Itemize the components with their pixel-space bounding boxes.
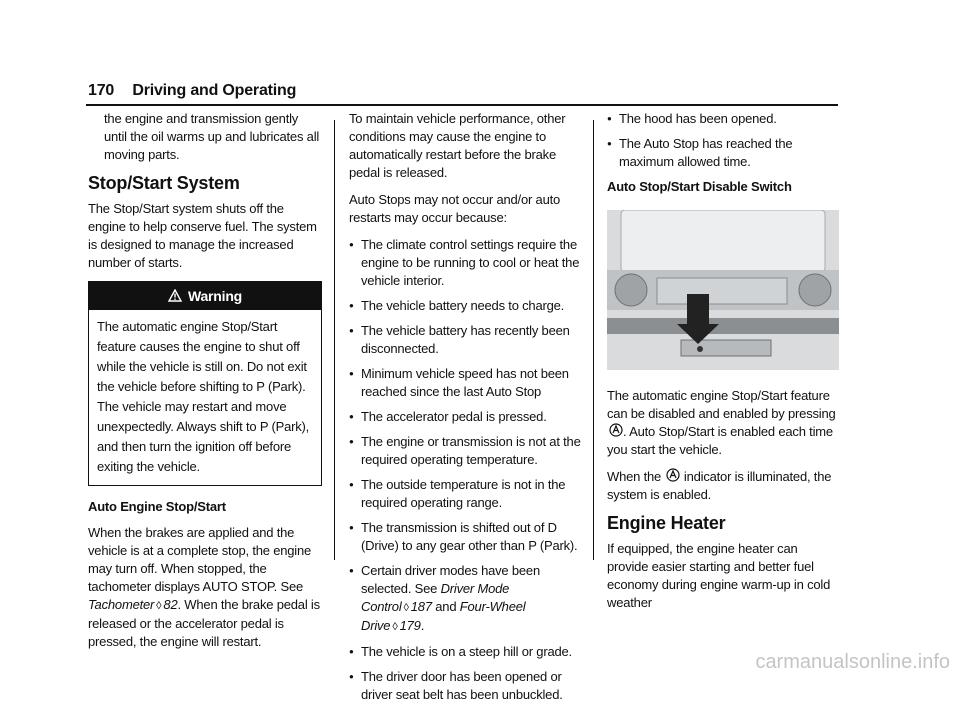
- warning-header: [89, 282, 321, 310]
- header-rule: [86, 104, 838, 106]
- four-wheel-drive-link[interactable]: Four-Wheel Drive: [361, 599, 526, 633]
- stop-start-para: The Stop/Start system shuts off the engine to help conserve fuel. The system is designed to manage the increased number of starts.: [88, 201, 317, 270]
- column-1: [88, 110, 322, 660]
- auto-stops-para: Auto Stops may not occur and/or auto restarts may occur because:: [349, 192, 561, 225]
- page-ref-icon: ◊: [403, 602, 409, 614]
- list-item: ● The vehicle battery needs to charge.: [349, 297, 581, 315]
- indicator-para: When the indicator is illuminated, the system is enabled.: [607, 469, 832, 502]
- column-divider-1: [334, 120, 335, 560]
- driver-mode-control-link[interactable]: Driver Mode Control: [361, 581, 510, 614]
- stop-start-heading: Stop/Start System: [88, 173, 240, 193]
- footer-watermark: carmanualsonline.info: [755, 651, 950, 673]
- warning-body: The automatic engine Stop/Start feature causes the engine to shut off while the vehicle is still on. Do not exit the vehicle before shifting to P (Park). The vehicle may restart and move unexpectedly. Always shift to P (Park), and then turn the ignition off before exiting the vehicle.: [97, 319, 310, 474]
- list-item: ● The hood has been opened.: [607, 110, 839, 128]
- column-divider-2: [593, 120, 594, 560]
- auto-stop-para: When the brakes are applied and the vehicle is at a complete stop, the engine may turn off. When stopped, the tachometer displays AUTO STOP. See Tachometer ◊ 82. When the brake pedal is released or the accelerator pedal is pressed, the engine will restart.: [88, 525, 320, 649]
- intro-text: the engine and transmission gently until the oil warms up and lubricates all moving parts.: [104, 111, 320, 162]
- four-wheel-drive-page-ref[interactable]: 179: [399, 618, 421, 633]
- list-item: ● The vehicle is on a steep hill or grade.: [349, 643, 581, 661]
- disable-switch-heading: Auto Stop/Start Disable Switch: [607, 179, 792, 194]
- list-item: ● Minimum vehicle speed has not been reached since the last Auto Stop: [349, 365, 581, 401]
- list-item: ● Certain driver modes have been selected. See Driver Mode Control ◊ 187 and Four-Wheel Drive ◊ 179.: [349, 562, 581, 636]
- engine-heater-para: If equipped, the engine heater can provide easier starting and better fuel economy during engine warm-up in cold weather: [607, 541, 831, 610]
- dashboard-switch-figure: [607, 210, 839, 370]
- warning-title: Warning: [187, 288, 243, 304]
- engine-heater-heading: Engine Heater: [607, 513, 726, 533]
- disable-switch-para: The automatic engine Stop/Start feature can be disabled and enabled by pressing . Auto Stop/Start is enabled each time you start the vehicle.: [607, 388, 836, 457]
- page-header: [88, 82, 296, 100]
- auto-stop-icon: [666, 468, 680, 482]
- warning-box: [88, 281, 322, 486]
- list-item: ● The vehicle battery has recently been disconnected.: [349, 322, 581, 358]
- tachometer-page-ref[interactable]: 82: [163, 597, 178, 612]
- auto-stop-conditions-list: [349, 236, 581, 704]
- warning-triangle-icon: [168, 289, 182, 302]
- list-item: ● The transmission is shifted out of D (Drive) to any gear other than P (Park).: [349, 519, 581, 555]
- list-item: ● The driver door has been opened or driver seat belt has been unbuckled.: [349, 668, 581, 704]
- auto-engine-stop-start-heading: Auto Engine Stop/Start: [88, 499, 226, 514]
- section-title: Driving and Operating: [132, 82, 297, 99]
- list-item: ● The engine or transmission is not at the required operating temperature.: [349, 433, 581, 469]
- list-item: ● The outside temperature is not in the required operating range.: [349, 476, 581, 512]
- list-item: ● The accelerator pedal is pressed.: [349, 408, 581, 426]
- column-3: [607, 110, 839, 621]
- page-ref-icon: ◊: [156, 600, 162, 612]
- page-number: 170: [88, 82, 115, 99]
- auto-stop-conditions-list-cont: [607, 110, 839, 171]
- list-item: ● The climate control settings require the engine to be running to cool or heat the vehicle interior.: [349, 236, 581, 290]
- driver-mode-page-ref[interactable]: 187: [410, 599, 432, 614]
- tachometer-link[interactable]: Tachometer: [88, 597, 155, 612]
- page-ref-icon: ◊: [392, 621, 398, 633]
- list-item: ● The Auto Stop has reached the maximum allowed time.: [607, 135, 839, 171]
- auto-stop-icon: [609, 423, 623, 437]
- maintain-performance-para: To maintain vehicle performance, other conditions may cause the engine to automatically restart before the brake pedal is released.: [349, 111, 566, 180]
- column-2: [349, 110, 581, 711]
